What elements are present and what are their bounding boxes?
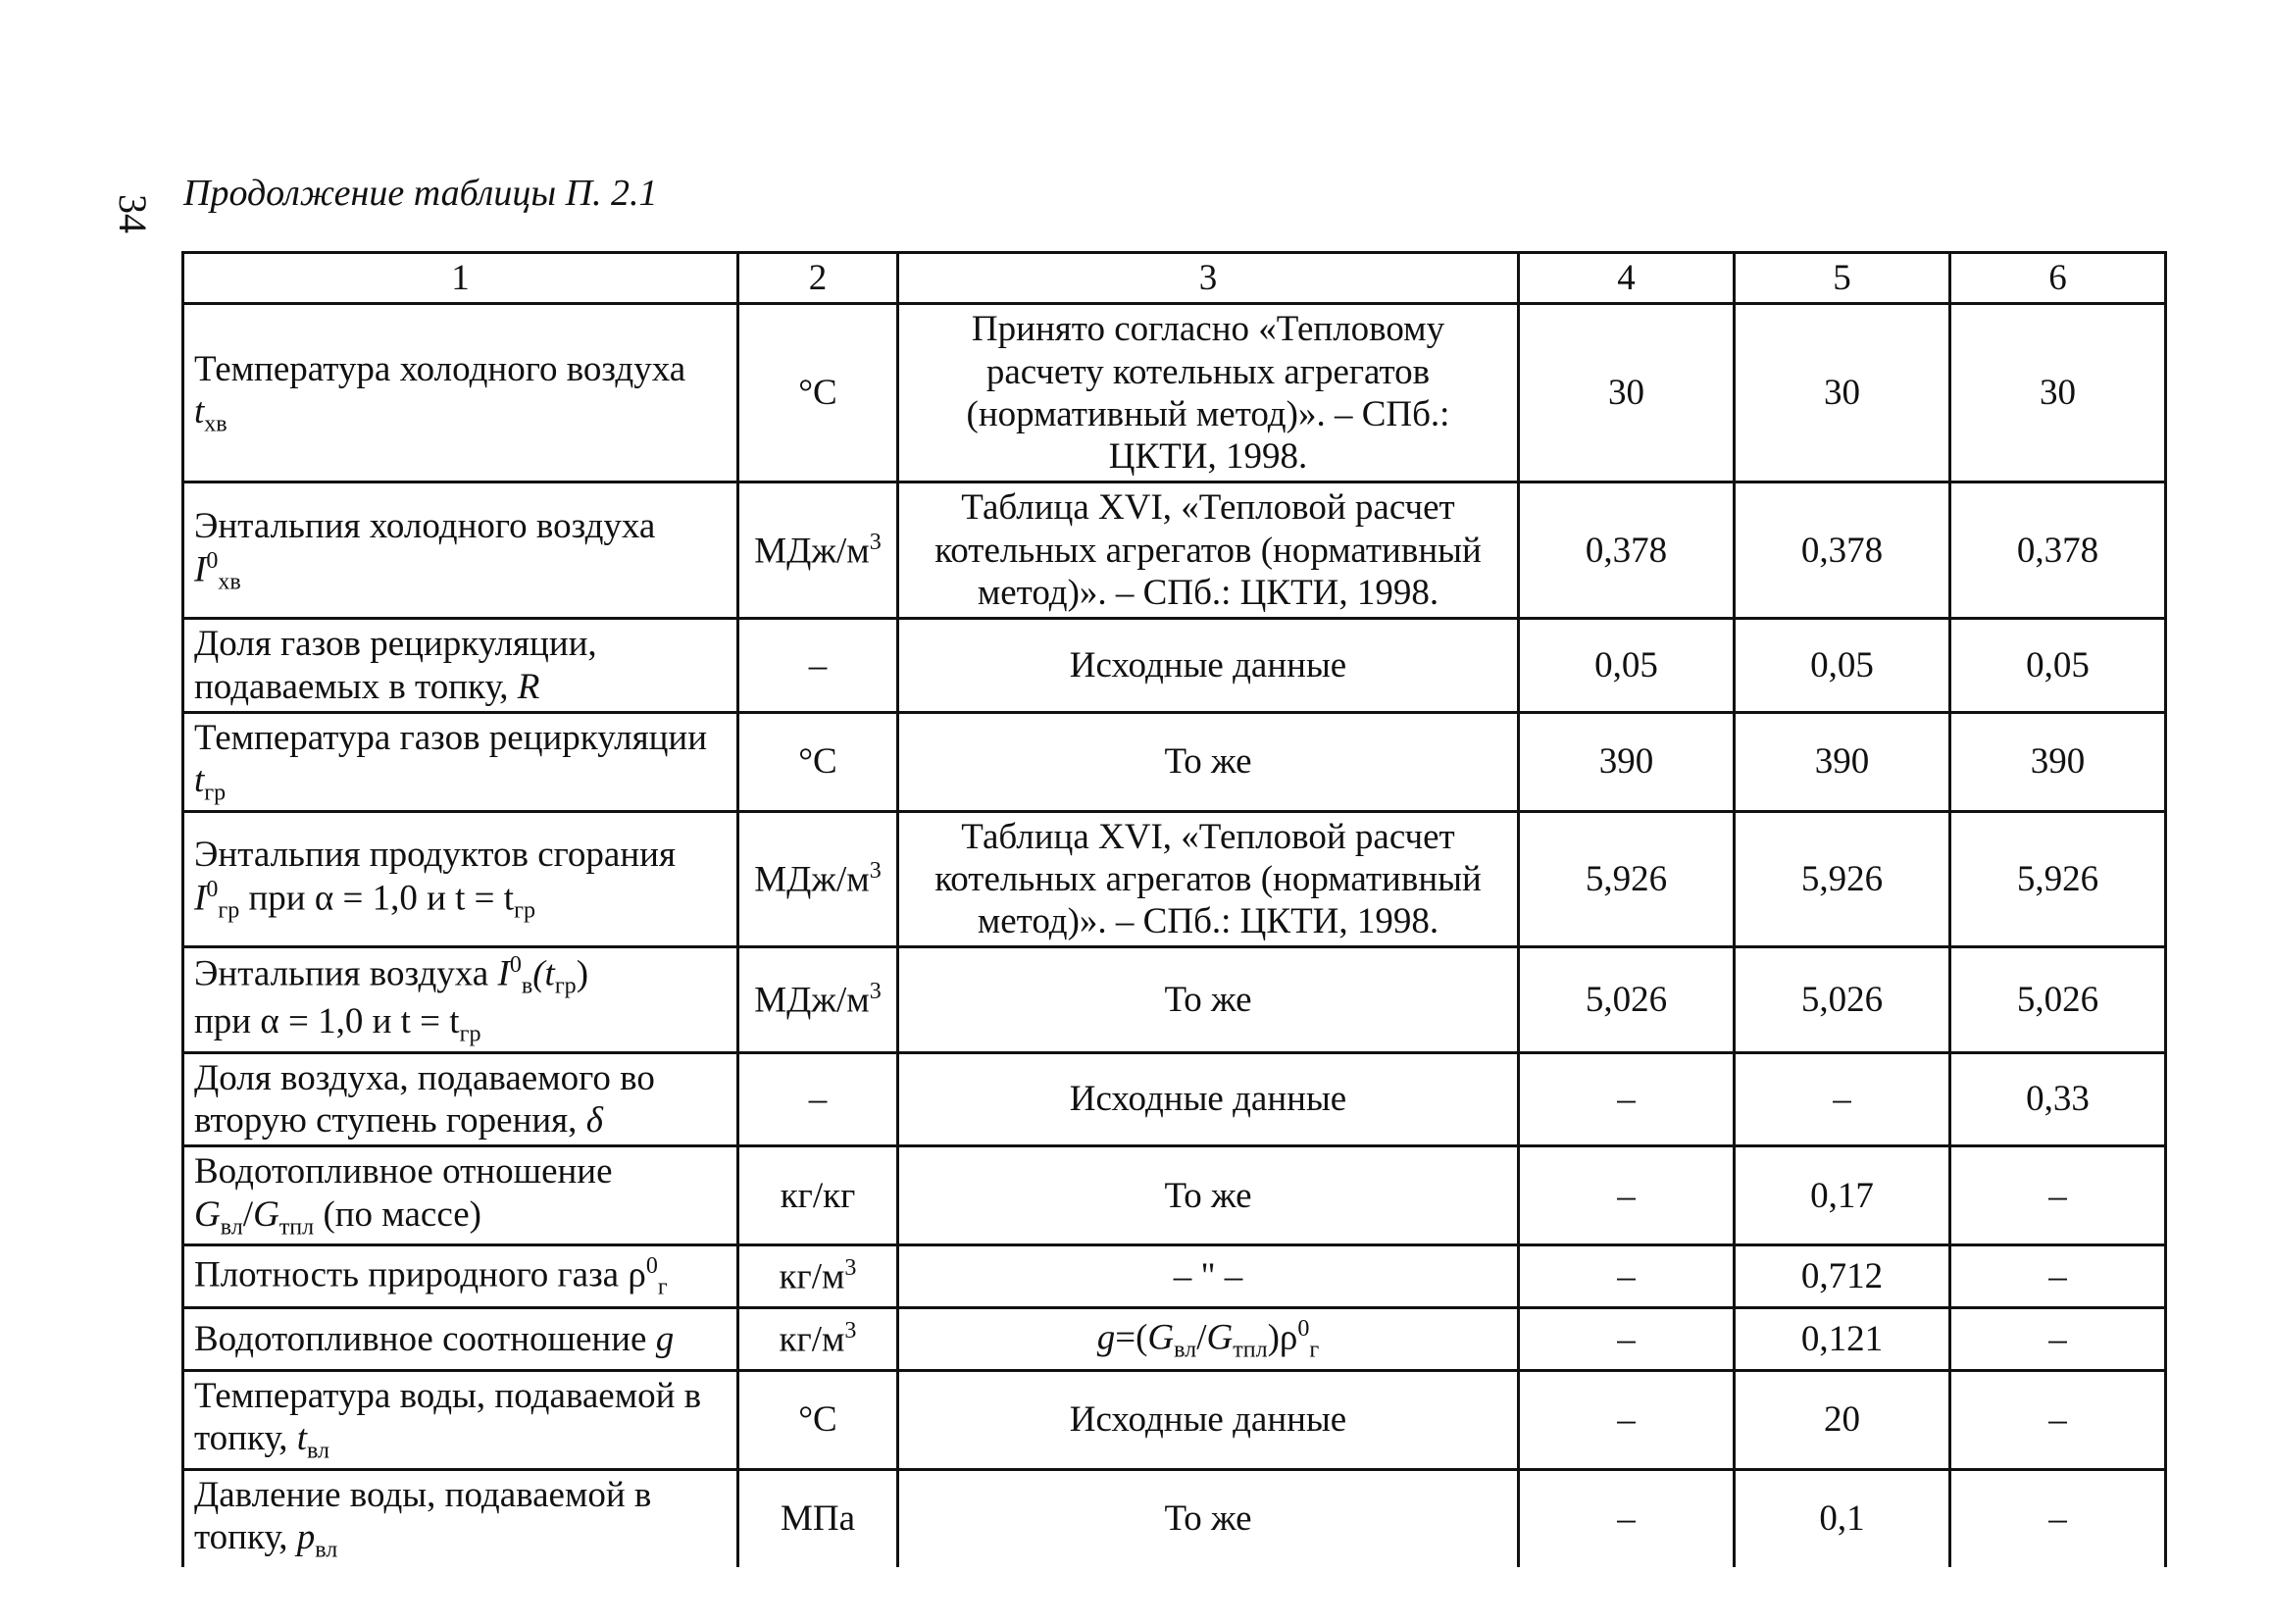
column-header: 5 xyxy=(1735,253,1950,304)
unit-cell: °C xyxy=(738,712,898,811)
value-cell: – xyxy=(1519,1052,1735,1146)
header-row xyxy=(183,253,2166,304)
unit-cell: – xyxy=(738,1052,898,1146)
source-cell: То же xyxy=(898,712,1519,811)
table-row xyxy=(183,811,2166,947)
value-cell: 0,05 xyxy=(1735,619,1950,713)
value-cell: 20 xyxy=(1735,1371,1950,1470)
value-cell: 390 xyxy=(1950,712,2166,811)
table-row xyxy=(183,1052,2166,1146)
value-cell: 5,026 xyxy=(1950,947,2166,1052)
value-cell: 30 xyxy=(1735,304,1950,482)
value-cell: – xyxy=(1519,1245,1735,1308)
parameter-name: Энтальпия холодного воздуха $I^0_{хв}$ xyxy=(183,482,738,619)
source-cell: Таблица XVI, «Тепловой расчет котельных агрегатов (нормативный метод)». – СПб.: ЦКТИ, 1998. xyxy=(898,811,1519,947)
unit-cell: МДж/$м^3$ xyxy=(738,482,898,619)
value-cell: 0,121 xyxy=(1735,1308,1950,1371)
unit-cell: °C xyxy=(738,304,898,482)
table-row xyxy=(183,482,2166,619)
parameter-name: Водотопливное соотношение g xyxy=(183,1308,738,1371)
unit-cell: МПа xyxy=(738,1469,898,1566)
column-header: 6 xyxy=(1950,253,2166,304)
unit-cell: МДж/$м^3$ xyxy=(738,947,898,1052)
table-row xyxy=(183,304,2166,482)
value-cell: 5,026 xyxy=(1519,947,1735,1052)
table-row xyxy=(183,1371,2166,1470)
source-cell: Исходные данные xyxy=(898,619,1519,713)
unit-cell: °C xyxy=(738,1371,898,1470)
source-cell: То же xyxy=(898,1146,1519,1245)
table-row xyxy=(183,712,2166,811)
column-header: 3 xyxy=(898,253,1519,304)
value-cell: 0,17 xyxy=(1735,1146,1950,1245)
value-cell: 0,378 xyxy=(1519,482,1735,619)
value-cell: 0,05 xyxy=(1519,619,1735,713)
parameter-name: Доля воздуха, подаваемого во вторую ступень горения, δ xyxy=(183,1052,738,1146)
parameters-table xyxy=(181,251,2167,1567)
formula-cell: $g=(G_{вл}/G_{тпл})\rho^0_г$ xyxy=(898,1308,1519,1371)
parameter-name: Температура холодного воздуха $t_{хв}$ xyxy=(183,304,738,482)
parameter-name: Температура газов рециркуляции $t_{гр}$ xyxy=(183,712,738,811)
parameter-name: Энтальпия воздуха $I^0_в(t_{гр})$ при α = 1,0 и $t = t_{гр}$ xyxy=(183,947,738,1052)
source-cell: Исходные данные xyxy=(898,1371,1519,1470)
value-cell: – xyxy=(1950,1308,2166,1371)
table-row xyxy=(183,619,2166,713)
parameter-name: Доля газов рециркуляции, подаваемых в топку, R xyxy=(183,619,738,713)
source-cell: Исходные данные xyxy=(898,1052,1519,1146)
value-cell: – xyxy=(1950,1371,2166,1470)
unit-cell: кг/кг xyxy=(738,1146,898,1245)
value-cell: – xyxy=(1519,1371,1735,1470)
value-cell: – xyxy=(1519,1469,1735,1566)
value-cell: 30 xyxy=(1950,304,2166,482)
page-number: 34 xyxy=(111,194,155,233)
value-cell: 0,1 xyxy=(1735,1469,1950,1566)
source-cell: То же xyxy=(898,1469,1519,1566)
unit-cell: $кг/м^3$ xyxy=(738,1308,898,1371)
value-cell: 0,378 xyxy=(1950,482,2166,619)
column-header: 2 xyxy=(738,253,898,304)
value-cell: 0,05 xyxy=(1950,619,2166,713)
value-cell: 5,026 xyxy=(1735,947,1950,1052)
parameter-name: Давление воды, подаваемой в топку, $p_{вл}$ xyxy=(183,1469,738,1566)
value-cell: 0,378 xyxy=(1735,482,1950,619)
value-cell: – xyxy=(1950,1469,2166,1566)
value-cell: 5,926 xyxy=(1735,811,1950,947)
value-cell: – xyxy=(1519,1146,1735,1245)
value-cell: 5,926 xyxy=(1519,811,1735,947)
unit-cell: $кг/м^3$ xyxy=(738,1245,898,1308)
table-row xyxy=(183,1245,2166,1308)
table-caption: Продолжение таблицы П. 2.1 xyxy=(183,173,658,214)
source-cell: То же xyxy=(898,947,1519,1052)
value-cell: 5,926 xyxy=(1950,811,2166,947)
value-cell: 0,712 xyxy=(1735,1245,1950,1308)
table-row xyxy=(183,1308,2166,1371)
table-row xyxy=(183,1469,2166,1566)
value-cell: – xyxy=(1735,1052,1950,1146)
table-row xyxy=(183,947,2166,1052)
value-cell: 390 xyxy=(1519,712,1735,811)
source-cell: – " – xyxy=(898,1245,1519,1308)
unit-cell: МДж/$м^3$ xyxy=(738,811,898,947)
value-cell: – xyxy=(1950,1245,2166,1308)
parameter-name: Энтальпия продуктов сгорания $I^0_{гр}$ при α = 1,0 и $t = t_{гр}$ xyxy=(183,811,738,947)
unit-cell: – xyxy=(738,619,898,713)
column-header: 1 xyxy=(183,253,738,304)
value-cell: 0,33 xyxy=(1950,1052,2166,1146)
parameter-name: Температура воды, подаваемой в топку, $t_{вл}$ xyxy=(183,1371,738,1470)
table-row xyxy=(183,1146,2166,1245)
parameter-name: Водотопливное отношение $G_{вл}/G_{тпл}$ (по массе) xyxy=(183,1146,738,1245)
value-cell: – xyxy=(1950,1146,2166,1245)
column-header: 4 xyxy=(1519,253,1735,304)
source-cell: Принято согласно «Тепловому расчету котельных агрегатов (нормативный метод)». – СПб.: ЦКТИ, 1998. xyxy=(898,304,1519,482)
source-cell: Таблица XVI, «Тепловой расчет котельных агрегатов (нормативный метод)». – СПб.: ЦКТИ, 1998. xyxy=(898,482,1519,619)
value-cell: 30 xyxy=(1519,304,1735,482)
value-cell: – xyxy=(1519,1308,1735,1371)
value-cell: 390 xyxy=(1735,712,1950,811)
parameter-name: Плотность природного газа $\rho^0_г$ xyxy=(183,1245,738,1308)
